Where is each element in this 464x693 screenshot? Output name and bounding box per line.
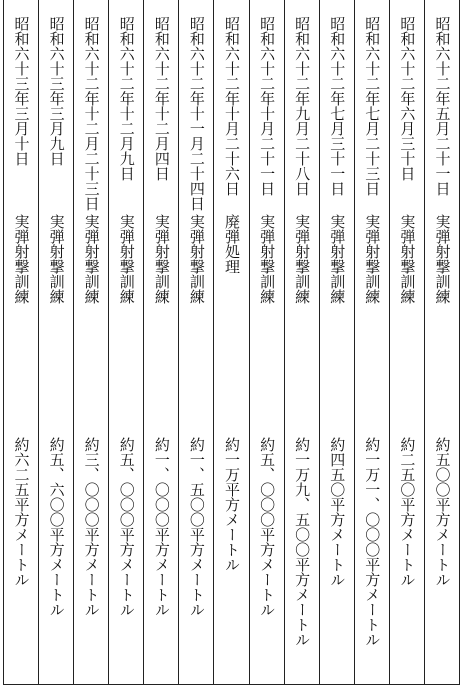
activity-text: 実弾射撃訓練 <box>117 214 136 304</box>
area-cell <box>214 437 248 572</box>
table-row <box>213 0 248 684</box>
date-cell <box>4 16 38 166</box>
table-row <box>319 0 354 684</box>
area-cell <box>39 437 73 617</box>
date-cell <box>214 16 248 196</box>
date-cell <box>179 16 213 211</box>
fire-record-table <box>3 0 460 685</box>
date-cell <box>109 16 143 181</box>
date-text: 昭和六十三年三月九日 <box>47 16 66 166</box>
area-text: 約一万一、〇〇〇平方メートル <box>363 437 382 647</box>
area-text: 約六二五平方メートル <box>12 437 31 587</box>
activity-text: 実弾射撃訓練 <box>47 214 66 304</box>
activity-cell <box>214 214 248 274</box>
table-row <box>178 0 213 684</box>
date-text: 昭和六十二年十月二十六日 <box>222 16 241 196</box>
date-text: 昭和六十二年十月二十一日 <box>258 16 277 196</box>
activity-cell <box>39 214 73 304</box>
area-cell <box>285 437 319 647</box>
date-text: 昭和六十二年五月二十一日 <box>433 16 452 196</box>
area-cell <box>109 437 143 617</box>
activity-text: 実弾射撃訓練 <box>433 214 452 304</box>
table-row <box>4 0 38 684</box>
date-text: 昭和六十二年十一月二十四日 <box>187 16 206 211</box>
area-text: 約一、〇〇〇平方メートル <box>152 437 171 617</box>
activity-text: 実弾射撃訓練 <box>293 214 312 304</box>
date-text: 昭和六十二年九月二十八日 <box>293 16 312 196</box>
activity-cell <box>109 214 143 304</box>
date-cell <box>285 16 319 196</box>
activity-cell <box>425 214 459 304</box>
activity-text: 実弾射撃訓練 <box>328 214 347 304</box>
area-cell <box>390 437 424 587</box>
activity-text: 実弾射撃訓練 <box>12 214 31 304</box>
area-text: 約三、〇〇〇平方メートル <box>82 437 101 617</box>
area-text: 約一万平方メートル <box>222 437 241 572</box>
area-cell <box>179 437 213 617</box>
area-text: 約四五〇平方メートル <box>328 437 347 587</box>
activity-cell <box>74 214 108 304</box>
date-text: 昭和六十二年六月三十日 <box>398 16 417 181</box>
area-cell <box>144 437 178 617</box>
table-row <box>143 0 178 684</box>
date-cell <box>355 16 389 196</box>
area-cell <box>355 437 389 647</box>
activity-cell <box>355 214 389 304</box>
date-cell <box>425 16 459 196</box>
date-cell <box>250 16 284 196</box>
activity-cell <box>144 214 178 304</box>
date-text: 昭和六十二年十二月四日 <box>152 16 171 181</box>
area-cell <box>4 437 38 587</box>
area-cell <box>320 437 354 587</box>
activity-cell <box>390 214 424 304</box>
date-cell <box>74 16 108 211</box>
table-row <box>249 0 284 684</box>
activity-text: 実弾射撃訓練 <box>152 214 171 304</box>
date-text: 昭和六十二年七月二十三日 <box>363 16 382 196</box>
area-text: 約二五〇平方メートル <box>398 437 417 587</box>
area-cell <box>250 437 284 617</box>
date-cell <box>320 16 354 196</box>
activity-cell <box>179 214 213 304</box>
table-row <box>108 0 143 684</box>
activity-text: 実弾射撃訓練 <box>187 214 206 304</box>
activity-cell <box>285 214 319 304</box>
area-cell <box>74 437 108 617</box>
activity-text: 実弾射撃訓練 <box>363 214 382 304</box>
date-text: 昭和六十二年七月三十一日 <box>328 16 347 196</box>
area-text: 約五、六〇〇平方メートル <box>47 437 66 617</box>
date-text: 昭和六十三年三月十日 <box>12 16 31 166</box>
date-cell <box>144 16 178 181</box>
activity-text: 廃弾処理 <box>222 214 241 274</box>
activity-text: 実弾射撃訓練 <box>258 214 277 304</box>
table-row <box>424 0 459 684</box>
table-row <box>389 0 424 684</box>
activity-cell <box>4 214 38 304</box>
area-text: 約一、五〇〇平方メートル <box>187 437 206 617</box>
activity-text: 実弾射撃訓練 <box>82 214 101 304</box>
date-text: 昭和六十二年十二月二十三日 <box>82 16 101 211</box>
activity-text: 実弾射撃訓練 <box>398 214 417 304</box>
date-cell <box>390 16 424 181</box>
table-row <box>354 0 389 684</box>
table-row <box>38 0 73 684</box>
table-row <box>73 0 108 684</box>
activity-cell <box>320 214 354 304</box>
area-text: 約五〇〇平方メートル <box>433 437 452 587</box>
area-text: 約五、〇〇〇平方メートル <box>117 437 136 617</box>
area-text: 約五、〇〇〇平方メートル <box>258 437 277 617</box>
activity-cell <box>250 214 284 304</box>
date-cell <box>39 16 73 166</box>
area-cell <box>425 437 459 587</box>
date-text: 昭和六十二年十二月九日 <box>117 16 136 181</box>
table-row <box>284 0 319 684</box>
area-text: 約一万九、五〇〇平方メートル <box>293 437 312 647</box>
